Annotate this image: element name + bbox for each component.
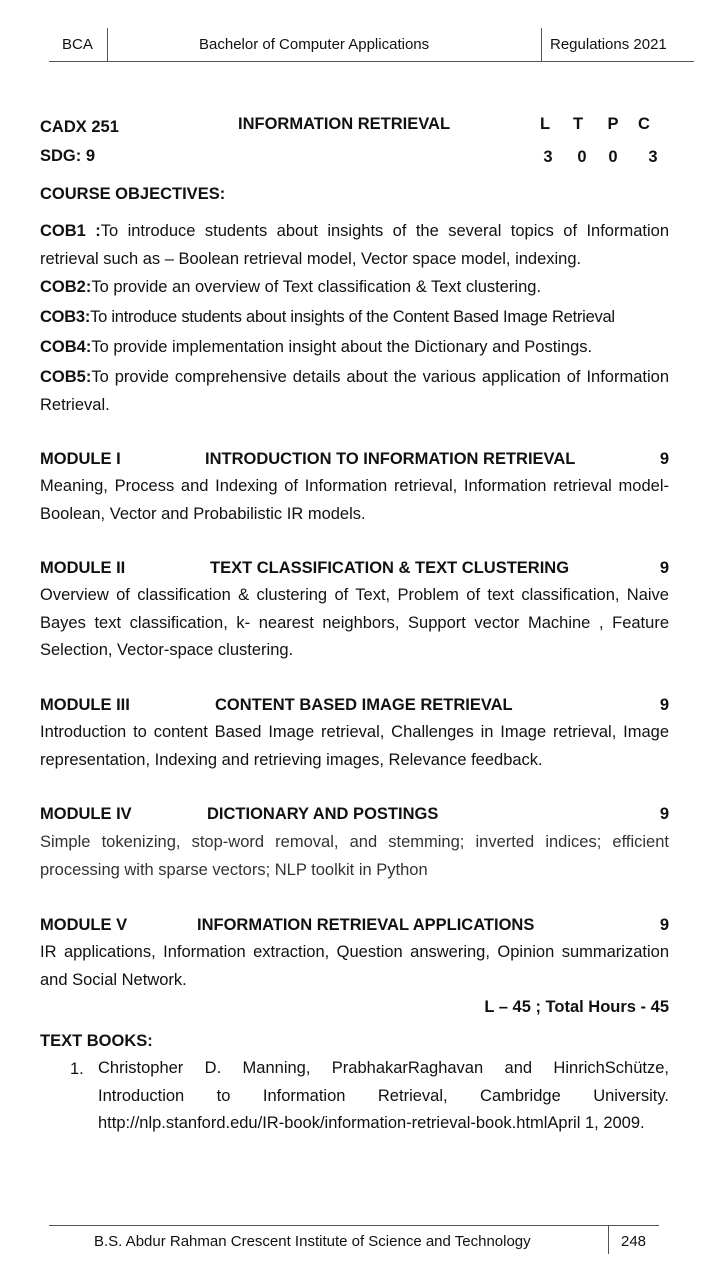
footer-divider [608,1225,609,1254]
ltpc-label-p: P [607,115,619,133]
course-title: INFORMATION RETRIEVAL [238,115,451,133]
objective-item [40,218,669,273]
objective-text: To provide an overview of Text classification & Text clustering. [91,278,542,296]
footer-rule [49,1225,659,1226]
module-label: MODULE IV [40,805,132,823]
ltpc-label-l: L [539,115,551,133]
module-content: IR applications, Information extraction, Question answering, Opinion summarization and Social Network. [40,943,669,989]
objective-label: COB1 : [40,222,101,240]
ltpc-value-c: 3 [648,148,658,166]
header-divider-right [541,28,542,61]
objective-text: To introduce students about insights of the several topics of Information retrieval such as – Boolean retrieval model, Vector space model, indexing. [40,222,669,268]
objective-label: COB4: [40,338,92,356]
module-title: TEXT CLASSIFICATION & TEXT CLUSTERING [210,559,570,577]
ltpc-label-t: T [572,115,584,133]
objective-item [40,334,669,362]
module-content: Meaning, Process and Indexing of Information retrieval, Information retrieval model-Boolean, Vector and Probabilistic IR models. [40,477,669,523]
objectives-heading: COURSE OBJECTIVES: [40,185,226,203]
module-label: MODULE III [40,696,130,714]
module-hours: 9 [659,916,669,934]
header-divider-left [107,28,108,61]
objective-item [40,304,669,332]
module-content: Introduction to content Based Image retrieval, Challenges in Image retrieval, Image representation, Indexing and retrieving images, Relevance feedback. [40,723,669,769]
ltpc-label-c: C [638,115,650,133]
module-title: DICTIONARY AND POSTINGS [207,805,439,823]
objective-item [40,274,669,302]
text-books-heading: TEXT BOOKS: [40,1032,153,1050]
module-hours: 9 [659,559,669,577]
ltpc-value-t: 0 [577,148,587,166]
objective-text: To introduce students about insights of the Content Based Image Retrieval [90,308,615,326]
objective-label: COB2: [40,278,92,296]
module-content: Simple tokenizing, stop-word removal, and stemming; inverted indices; efficient processing with sparse vectors; NLP toolkit in Python [40,833,669,879]
objective-label: COB3: [40,308,91,326]
header-rule [49,61,694,62]
module-title: CONTENT BASED IMAGE RETRIEVAL [215,696,513,714]
total-hours: L – 45 ; Total Hours - 45 [484,998,669,1016]
module-label: MODULE V [40,916,128,934]
footer-page-number: 248 [621,1233,647,1250]
ltpc-value-l: 3 [543,148,553,166]
module-hours: 9 [659,450,669,468]
header-regulations: Regulations 2021 [550,36,667,53]
objective-item [40,364,669,419]
objective-text: To provide comprehensive details about the various application of Information Retrieval. [40,368,669,414]
module-title: INFORMATION RETRIEVAL APPLICATIONS [197,916,535,934]
text-book-number: 1. [70,1060,84,1078]
objective-label: COB5: [40,368,92,386]
text-book-entry: Christopher D. Manning, PrabhakarRaghavan and HinrichSchütze, Introduction to Information Retrieval, Cambridge University. http://nlp.stanford.edu/IR-book/information-retrieval-book.htmlApril 1, 2009. [98,1059,669,1132]
ltpc-value-p: 0 [608,148,618,166]
module-hours: 9 [659,696,669,714]
module-label: MODULE I [40,450,121,468]
objective-text: To provide implementation insight about the Dictionary and Postings. [91,338,593,356]
course-code: CADX 251 [40,118,119,136]
header-program-full: Bachelor of Computer Applications [199,36,430,53]
module-title: INTRODUCTION TO INFORMATION RETRIEVAL [205,450,576,468]
header-program-short: BCA [62,36,93,53]
module-label: MODULE II [40,559,126,577]
footer-institute: B.S. Abdur Rahman Crescent Institute of Science and Technology [94,1233,531,1250]
course-sdg: SDG: 9 [40,147,96,165]
module-hours: 9 [659,805,669,823]
module-content: Overview of classification & clustering of Text, Problem of text classification, Naive Bayes text classification, k- nearest neighbors, Support vector Machine , Feature Selection, Vector-space clustering. [40,586,669,659]
